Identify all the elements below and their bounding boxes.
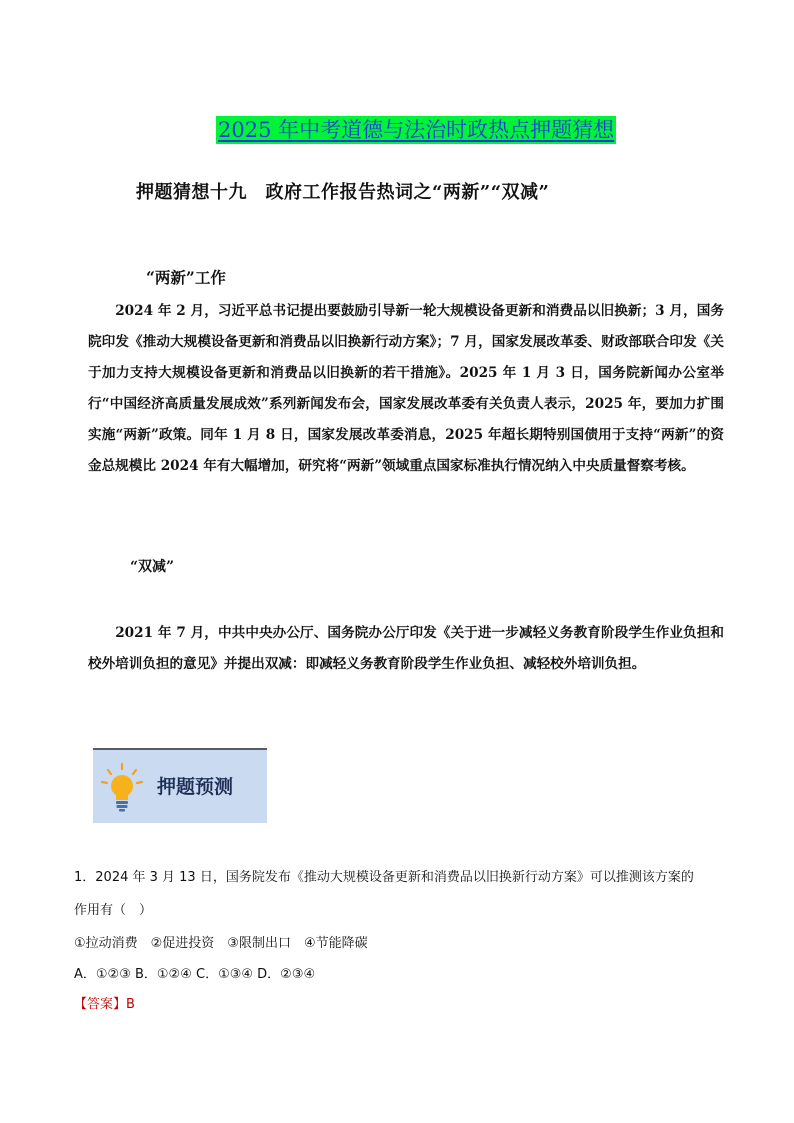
answer-line [74, 993, 135, 1012]
section-body-liangxin: 2024 年 2 月，习近平总书记提出要鼓励引导新一轮大规模设备更新和消费品以旧换新；3 月，国务院印发《推动大规模设备更新和消费品以旧换新行动方案》；7 月，国家发展改革委、财政部联合印发《关于加力支持大规模设备更新和消费品以旧换新的若干措施》。2025 年 1 月 3 日，国务院新闻办公室举行“中国经济高质量发展成效”系列新闻发布会，国家发展改革委有关负责人表示，2025 年，要加力扩围实施“两新”政策。同年 1 月 8 日，国家发展改革委消息，2025 年超长期特别国债用于支持“两新”的资金总规模比 2024 年有大幅增加，研究将“两新”领域重点国家标准执行情况纳入中央质量督察考核。 [88, 303, 724, 474]
lightbulb-icon [99, 762, 145, 814]
question-stem-cont: 作用有（ ） [74, 903, 153, 918]
page-subtitle: 押题猜想十九 政府工作报告热词之“两新”“双减” [136, 182, 550, 203]
banner-label: 押题预测 [157, 776, 234, 798]
answer-value: B [126, 997, 135, 1012]
question-statements: ①拉动消费 ②促进投资 ③限制出口 ④节能降碳 [74, 936, 368, 951]
question-options: A．①②③ B．①②④ C．①③④ D．②③④ [74, 967, 316, 982]
prediction-banner [93, 748, 267, 823]
answer-label: 【答案】 [74, 997, 127, 1012]
page-title: 2025 年中考道德与法治时政热点押题猜想 [218, 118, 615, 142]
question-stem: 1．2024 年 3 月 13 日，国务院发布《推动大规模设备更新和消费品以旧换新行动方案》可以推测该方案的 [74, 870, 694, 885]
section-body-shuangjian: 2021 年 7 月，中共中央办公厅、国务院办公厅印发《关于进一步减轻义务教育阶段学生作业负担和校外培训负担的意见》并提出双减：即减轻义务教育阶段学生作业负担、减轻校外培训负担。 [88, 625, 724, 672]
section-heading-shuangjian: “双减” [130, 559, 175, 575]
section-heading-liangxin: “两新”工作 [146, 268, 226, 287]
